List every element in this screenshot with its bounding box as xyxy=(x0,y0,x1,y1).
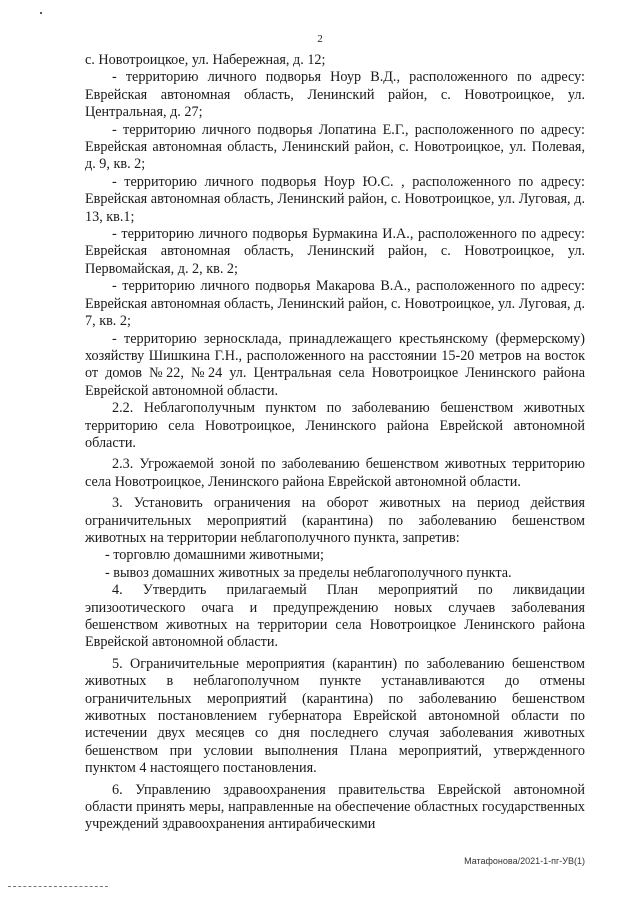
paragraph-4: 4. Утвердить прилагаемый План мероприятий по ликвидации эпизоотического очага и предупреждению новых случаев заболевания бешенством животных на территории села Новотроицкое Ленинского района Еврейской автономной области. xyxy=(85,582,585,651)
paragraph-item-lopatin: - территорию личного подворья Лопатина Е.Г., расположенного по адресу: Еврейская автономная область, Ленинский район, с. Новотроицкое, ул. Полевая, д. 9, кв. 2; xyxy=(85,121,585,173)
paragraph-item-burmakin: - территорию личного подворья Бурмакина И.А., расположенного по адресу: Еврейская автономная область, Ленинский район, с. Новотроицкое, ул. Первомайская, д. 2, кв. 2; xyxy=(85,226,585,277)
document-registration-stamp: Матафонова/2021-1-пг-УВ(1) xyxy=(464,856,585,866)
paragraph-2-3: 2.3. Угрожаемой зоной по заболеванию бешенством животных территорию села Новотроицкое, Ленинского района Еврейской автономной области. xyxy=(85,456,585,490)
paragraph-5: 5. Ограничительные мероприятия (карантин) по заболеванию бешенством животных в неблагополучном пункте устанавливаются до отмены ограничительных мероприятий (карантина) по заболеванию бешенством животных постановлением губернатора Еврейской автономной области по истечении двух месяцев со дня последнего случая заболевания животных бешенством при условии выполнения Плана мероприятий, утвержденного пунктом 4 настоящего постановления. xyxy=(85,655,585,777)
document-body xyxy=(85,52,585,834)
paragraph-item-makarov: - территорию личного подворья Макарова В.А., расположенного по адресу: Еврейская автономная область, Ленинский район, с. Новотроицкое, ул. Луговая, д. 7, кв. 2; xyxy=(85,278,585,330)
paragraph-3-trade-ban: - торговлю домашними животными; xyxy=(105,547,324,564)
paragraph-item-granary: - территорию зерносклада, принадлежащего крестьянскому (фермерскому) хозяйству Шишкина Г.Н., расположенного на расстоянии 15-20 метров на восток от домов №22, №24 ул. Центральная села Новотроицкое Ленинского района Еврейской автономной области. xyxy=(85,330,585,399)
paragraph-3-export-ban: - вывоз домашних животных за пределы неблагополучного пункта. xyxy=(105,564,512,581)
scan-speck xyxy=(40,12,42,14)
paragraph-item-noor-yus: - территорию личного подворья Ноур Ю.С. , расположенного по адресу: Еврейская автономная область, Ленинский район, с. Новотроицкое, ул. Луговая, д. 13, кв.1; xyxy=(85,173,585,225)
paragraph-item-noor-vd: - территорию личного подворья Ноур В.Д., расположенного по адресу: Еврейская автономная область, Ленинский район, с. Новотроицкое, ул. Центральная, д. 27; xyxy=(85,69,585,121)
page-number: 2 xyxy=(317,33,323,45)
footer-divider xyxy=(8,886,108,887)
paragraph-3: 3. Установить ограничения на оборот животных на период действия ограничительных мероприятий (карантина) по заболеванию бешенством животных на территории неблагополучного пункта, запретив: xyxy=(85,495,585,546)
paragraph-6: 6. Управлению здравоохранения правительства Еврейской автономной области принять меры, направленные на обеспечение областных государственных учреждений здравоохранения антирабическими xyxy=(85,781,585,833)
paragraph-2-2: 2.2. Неблагополучным пунктом по заболеванию бешенством животных территорию села Новотроицкое, Ленинского района Еврейской автономной области. xyxy=(85,400,585,451)
paragraph-address-cont: с. Новотроицкое, ул. Набережная, д. 12; xyxy=(85,52,326,68)
